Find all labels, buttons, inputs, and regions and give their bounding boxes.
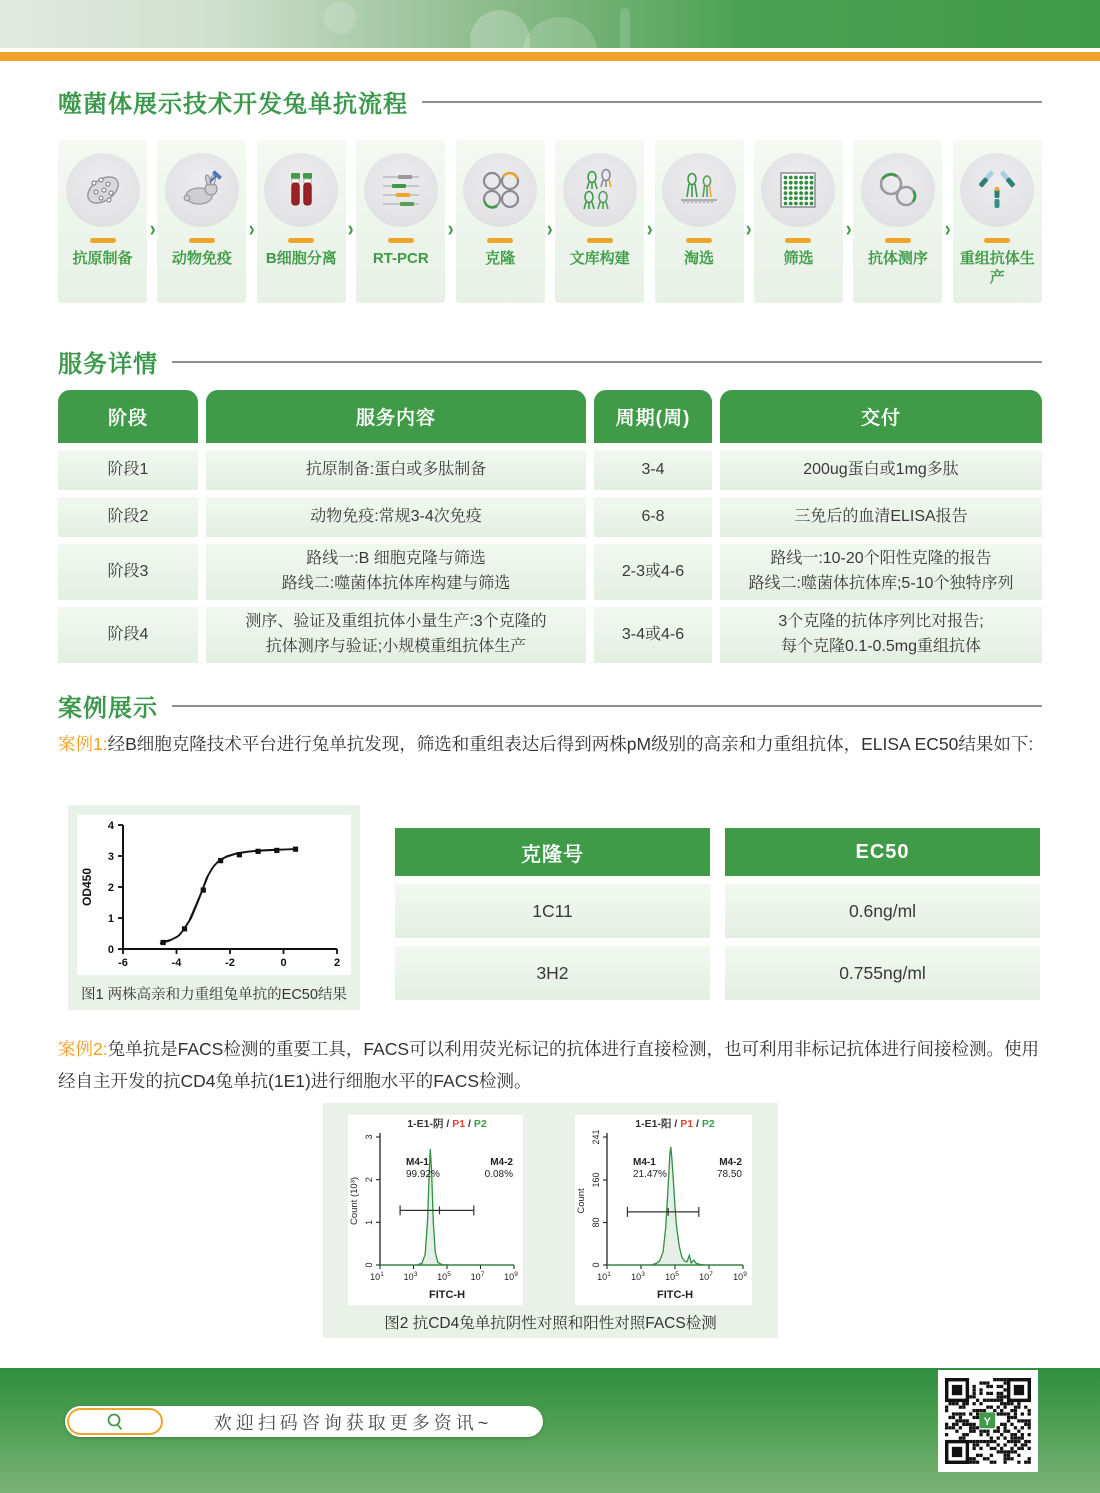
svg-text:0: 0 (364, 1262, 374, 1268)
cell-cycle: 3-4或4-6 (594, 607, 712, 663)
qr-code-pattern (945, 1378, 1031, 1464)
svg-text:0: 0 (591, 1262, 601, 1268)
case1-label: 案例1: (58, 734, 108, 754)
case2-text: 兔单抗是FACS检测的重要工具，FACS可以利用荧光标记的抗体进行直接检测，也可利用非标记抗体进行间接检测。使用经自主开发的抗CD4兔单抗(1E1)进行细胞水平的FACS检测。 (58, 1039, 1040, 1092)
ec50-chart (77, 815, 351, 975)
screening-plate-icon (775, 167, 821, 213)
chevron-right-icon: › (646, 216, 653, 241)
svg-text:101: $10^1$ (370, 1271, 384, 1282)
col-header-deliver: 交付 (720, 390, 1042, 443)
blood-tubes-icon (278, 167, 324, 213)
case2-label: 案例2: (58, 1039, 108, 1059)
flow-step-label: RT-PCR (372, 250, 429, 267)
svg-text:103: $10^3$ (403, 1271, 418, 1282)
chevron-right-icon: › (348, 216, 354, 241)
panning-icon (676, 167, 722, 213)
svg-text:99.92%: 99.92% (406, 1169, 440, 1180)
ec50-figure-card (68, 805, 360, 1010)
rabbit-immunization-icon (179, 167, 225, 213)
cases-section-title: 案例展示 (58, 695, 158, 722)
flow-step-antigen (58, 140, 147, 303)
figure2-caption: 图2 抗CD4兔单抗阴性对照和阳性对照FACS检测 (384, 1315, 717, 1332)
svg-text:2: 2 (333, 957, 341, 969)
svg-text:M4-2: M4-2 (719, 1157, 742, 1168)
flow-step-label: 克隆 (485, 250, 516, 267)
svg-text:107: $10^7$ (699, 1271, 713, 1282)
line: 每个克隆0.1-0.5mg重组抗体 (780, 638, 982, 655)
cell-stage: 阶段3 (58, 544, 198, 600)
cell-content (206, 544, 586, 600)
flow-step-label: 淘选 (684, 250, 715, 267)
orange-dash (288, 238, 314, 243)
chevron-right-icon: › (447, 216, 454, 241)
svg-text:Count (10³): Count (10³) (349, 1176, 360, 1226)
clone-ec50-table (395, 828, 1040, 1000)
col-header-cycle: 周期(周) (594, 390, 712, 443)
cell-content (206, 607, 586, 663)
svg-text:4: 4 (107, 820, 114, 832)
ec50-value-cell: 0.6ng/ml (725, 884, 1040, 938)
chevron-right-icon: › (248, 216, 255, 241)
chevron-right-icon: › (546, 216, 553, 241)
cell-content: 动物免疫:常规3-4次免疫 (206, 497, 586, 537)
section-flow-header (58, 84, 1042, 119)
cell-cycle: 3-4 (594, 450, 712, 490)
orange-dash (487, 238, 513, 243)
flow-step-label: 文库构建 (569, 250, 630, 267)
svg-text:109: $10^9$ (733, 1271, 747, 1282)
svg-text:OD450: OD450 (80, 867, 94, 907)
svg-text:3: 3 (107, 851, 114, 863)
flow-step-panning (655, 140, 744, 303)
facs-negative-plot (348, 1115, 523, 1305)
svg-text:1-E1-阳 / P1 / P2: 1-E1-阳 / P1 / P2 (635, 1118, 715, 1130)
flow-step-library (555, 140, 644, 303)
consult-search-pill[interactable] (65, 1406, 543, 1437)
antigen-icon (80, 167, 126, 213)
svg-text:Y: Y (983, 1415, 991, 1428)
svg-text:103: $10^3$ (631, 1271, 645, 1282)
orange-dash (885, 238, 911, 243)
glassware-decoration (0, 0, 1100, 48)
cell-stage: 阶段4 (58, 607, 198, 663)
flow-step-label: 动物免疫 (171, 250, 232, 267)
flow-step-label: 抗体测序 (867, 250, 928, 267)
flow-step-immunization (157, 140, 246, 303)
flow-step-label: 筛选 (783, 250, 814, 267)
line: 路线二:噬菌体抗体库构建与筛选 (281, 575, 511, 592)
flow-step-bcell-isolation (257, 140, 346, 303)
svg-text:M4-2: M4-2 (490, 1157, 513, 1168)
facs-positive-plot (575, 1115, 752, 1305)
title-rule (422, 101, 1042, 103)
case2-paragraph (58, 1033, 1048, 1098)
facs-positive-histogram (575, 1115, 752, 1305)
gel-bands-icon (378, 167, 424, 213)
ec50-value-cell: 0.755ng/ml (725, 946, 1040, 1000)
svg-text:160: 160 (591, 1172, 601, 1188)
clone-id-cell: 1C11 (395, 884, 710, 938)
svg-text:107: $10^7$ (470, 1271, 485, 1282)
svg-text:-2: -2 (225, 957, 235, 969)
flow-step-label: 重组抗体生产 (959, 250, 1035, 286)
line: 路线一:10-20个阳性克隆的报告 (770, 550, 992, 568)
orange-dash (90, 238, 116, 243)
svg-text:1: 1 (107, 913, 114, 925)
ec50-line-chart (77, 815, 351, 975)
svg-text:109: $10^9$ (504, 1271, 518, 1282)
svg-text:1-E1-阴 / P1 / P2: 1-E1-阴 / P1 / P2 (407, 1118, 487, 1130)
service-table (58, 390, 1042, 663)
cell-deliver (720, 607, 1042, 663)
line: 抗体测序与验证;小规模重组抗体生产 (265, 638, 527, 655)
case1-paragraph (58, 728, 1048, 760)
svg-text:FITC-H: FITC-H (428, 1289, 466, 1301)
svg-text:3: 3 (364, 1134, 374, 1140)
ec50-col-header: EC50 (725, 828, 1040, 876)
svg-text:2: 2 (107, 882, 114, 894)
clone-colonies-icon (477, 167, 523, 213)
phage-library-icon (577, 167, 623, 213)
cell-cycle: 6-8 (594, 497, 712, 537)
cell-content: 抗原制备:蛋白或多肽制备 (206, 450, 586, 490)
cell-stage: 阶段1 (58, 450, 198, 490)
chevron-right-icon: › (745, 216, 752, 241)
svg-text:0: 0 (107, 944, 114, 956)
accent-divider-bar (0, 52, 1100, 61)
orange-dash (587, 238, 613, 243)
svg-text:0: 0 (280, 957, 287, 969)
line: 路线一:B 细胞克隆与筛选 (306, 550, 486, 568)
line: 路线二:噬菌体抗体库;5-10个独特序列 (748, 575, 1014, 592)
plasmid-sequencing-icon (875, 167, 921, 213)
svg-text:0.08%: 0.08% (484, 1169, 513, 1180)
chevron-right-icon: › (944, 216, 951, 241)
svg-text:2: 2 (364, 1177, 374, 1183)
title-rule (172, 361, 1042, 363)
orange-dash (686, 238, 712, 243)
svg-text:105: $10^5$ (437, 1271, 451, 1282)
service-section-title: 服务详情 (58, 351, 158, 378)
cell-deliver: 200ug蛋白或1mg多肽 (720, 450, 1042, 490)
svg-text:Count: Count (576, 1188, 587, 1214)
flow-step-sequencing (853, 140, 942, 303)
section-service-header (58, 344, 1042, 379)
col-header-stage: 阶段 (58, 390, 198, 443)
svg-text:78.50: 78.50 (716, 1169, 742, 1180)
flow-step-screening (754, 140, 843, 303)
cell-stage: 阶段2 (58, 497, 198, 537)
footer-message: 欢迎扫码咨询获取更多资讯~ (213, 1412, 493, 1433)
chevron-right-icon: › (149, 216, 156, 241)
svg-text:-6: -6 (118, 957, 128, 969)
svg-text:-4: -4 (171, 957, 182, 969)
page-title: 噬菌体展示技术开发兔单抗流程 (58, 91, 408, 118)
search-icon (105, 1412, 125, 1432)
svg-text:21.47%: 21.47% (633, 1169, 667, 1180)
header-banner (0, 0, 1100, 48)
svg-text:FITC-H: FITC-H (656, 1289, 694, 1301)
workflow-steps (58, 140, 1042, 305)
search-button[interactable] (67, 1408, 163, 1435)
svg-text:241: 241 (591, 1129, 601, 1145)
svg-text:80: 80 (591, 1217, 601, 1228)
clone-col-header: 克隆号 (395, 828, 710, 876)
flow-step-production (953, 140, 1042, 303)
clone-id-cell: 3H2 (395, 946, 710, 1000)
orange-dash (785, 238, 811, 243)
cell-deliver: 三免后的血清ELISA报告 (720, 497, 1042, 537)
col-header-content: 服务内容 (206, 390, 586, 443)
flow-step-label: 抗原制备 (72, 250, 133, 267)
figure1-caption: 图1 两株高亲和力重组兔单抗的EC50结果 (81, 987, 347, 1003)
line: 测序、验证及重组抗体小量生产:3个克隆的 (245, 613, 547, 631)
cell-deliver (720, 544, 1042, 600)
svg-text:M4-1: M4-1 (633, 1157, 656, 1168)
footer-bar (0, 1368, 1100, 1493)
flow-step-label: B细胞分离 (265, 250, 337, 267)
cell-cycle: 2-3或4-6 (594, 544, 712, 600)
svg-text:1: 1 (364, 1219, 374, 1225)
chevron-right-icon: › (845, 216, 852, 241)
section-cases-header (58, 688, 1042, 723)
orange-dash (189, 238, 215, 243)
case1-text: 经B细胞克隆技术平台进行兔单抗发现，筛选和重组表达后得到两株pM级别的高亲和力重组抗体，ELISA EC50结果如下: (107, 734, 1034, 754)
svg-text:105: $10^5$ (665, 1271, 679, 1282)
antibody-icon (974, 167, 1020, 213)
facs-figure-card (323, 1103, 778, 1338)
facs-negative-histogram (348, 1115, 523, 1305)
line: 3个克隆的抗体序列比对报告; (778, 613, 984, 631)
title-rule (172, 705, 1042, 707)
svg-text:M4-1: M4-1 (406, 1157, 429, 1168)
qr-code[interactable] (938, 1370, 1038, 1472)
flow-step-cloning (456, 140, 545, 303)
orange-dash (984, 238, 1010, 243)
flow-step-rtpcr (356, 140, 445, 303)
svg-text:101: $10^1$ (597, 1271, 611, 1282)
orange-dash (388, 238, 414, 243)
